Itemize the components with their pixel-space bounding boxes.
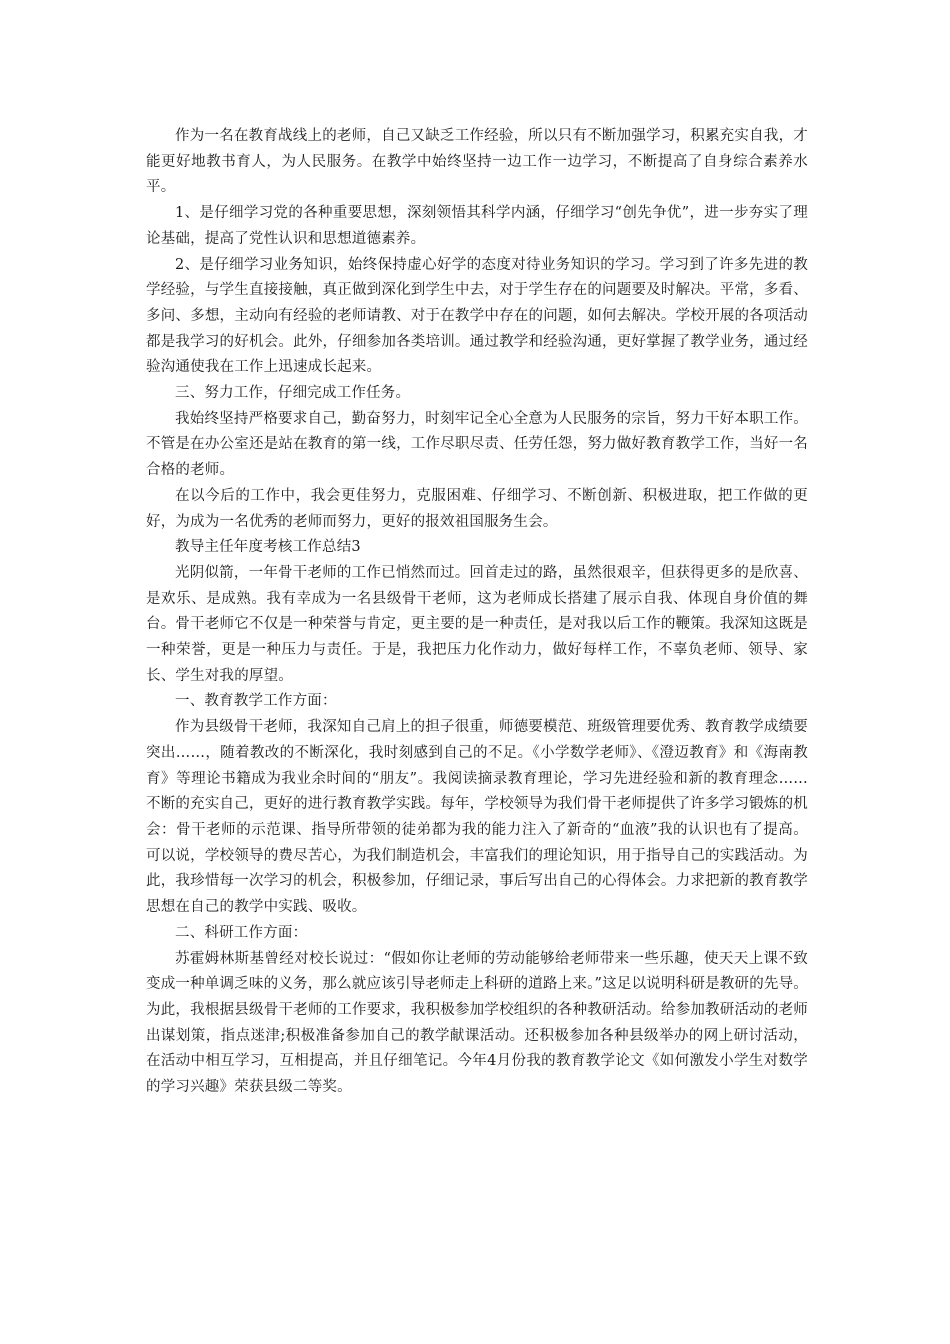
teaching-section-paragraph: 作为县级骨干老师，我深知自己肩上的担子很重，师德要模范、班级管理要优秀、教育教学成绩要突出……，随着教改的不断深化，我时刻感到自己的不足。《小学数学老师》、《澄迈教育》和《海南教育》等理论书籍成为我业余时间的“朋友”。我阅读摘录教育理论，学习先进经验和新的教育理念……不断的充实自己，更好的进行教育教学实践。每年，学校领导为我们骨干老师提供了许多学习锻炼的机会：骨干老师的示范课、指导所带领的徒弟都为我的能力注入了新奇的“血液”我的认识也有了提高。可以说，学校领导的费尽苦心，为我们制造机会，丰富我们的理论知识，用于指导自己的实践活动。为此，我珍惜每一次学习的机会，积极参加，仔细记录，事后写出自己的心得体会。力求把新的教育教学思想在自己的教学中实践、吸收。	[146, 719, 808, 916]
intro-paragraph: 作为一名在教育战线上的老师，自己又缺乏工作经验，所以只有不断加强学习，积累充实自我，才能更好地教书育人，为人民服务。在教学中始终坚持一边工作一边学习，不断提高了自身综合素养水平。	[146, 128, 808, 196]
research-section-heading: 二、科研工作方面：	[175, 924, 308, 941]
document-page	[146, 124, 808, 1101]
section-3-heading: 三、努力工作，仔细完成工作任务。	[175, 385, 411, 402]
item-2-paragraph: 2、是仔细学习业务知识，始终保持虚心好学的态度对待业务知识的学习。学习到了许多先进的教学经验，与学生直接接触，真正做到深化到学生中去，对于学生存在的问题要及时解决。平常，多看、多问、多想，主动向有经验的老师请教、对于在教学中存在的问题，如何去解决。学校开展的各项活动都是我学习的好机会。此外，仔细参加各类培训。通过教学和经验沟通，更好掌握了教学业务，通过经验沟通使我在工作上迅速成长起来。	[146, 256, 808, 376]
item-1-paragraph: 1、是仔细学习党的各种重要思想，深刻领悟其科学内涵，仔细学习“创先争优”，进一步夯实了理论基础，提高了党性认识和思想道德素养。	[146, 205, 808, 247]
section-3-paragraph: 我始终坚持严格要求自己，勤奋努力，时刻牢记全心全意为人民服务的宗旨，努力干好本职工作。不管是在办公室还是站在教育的第一线，工作尽职尽责、任劳任怨，努力做好教育教学工作，当好一名合格的老师。	[146, 410, 808, 479]
document-title: 教导主任年度考核工作总结3	[175, 539, 361, 556]
teaching-section-heading: 一、教育教学工作方面：	[175, 693, 337, 710]
research-section-paragraph: 苏霍姆林斯基曾经对校长说过：“假如你让老师的劳动能够给老师带来一些乐趣，使天天上课不致变成一种单调乏味的义务，那么就应该引导老师走上科研的道路上来。”这足以说明科研是教研的先导。为此，我根据县级骨干老师的工作要求，我积极参加学校组织的各种教研活动。给参加教研活动的老师出谋划策，指点迷津;积极准备参加自己的教学献课活动。还积极参加各种县级举办的网上研讨活动，在活动中相互学习，互相提高，并且仔细笔记。今年4月份我的教育教学论文《如何激发小学生对数学的学习兴趣》荣获县级二等奖。	[146, 950, 808, 1096]
summary-intro-paragraph: 光阴似箭，一年骨干老师的工作已悄然而过。回首走过的路，虽然很艰辛，但获得更多的是欣喜、是欢乐、是成熟。我有幸成为一名县级骨干老师，这为老师成长搭建了展示自我、体现自身价值的舞台。骨干老师它不仅是一种荣誉与肯定，更主要的是一种责任，是对我以后工作的鞭策。我深知这既是一种荣誉，更是一种压力与责任。于是，我把压力化作动力，做好每样工作，不辜负老师、领导、家长、学生对我的厚望。	[146, 564, 808, 684]
future-work-paragraph: 在以今后的工作中，我会更佳努力，克服困难、仔细学习、不断创新、积极进取，把工作做的更好，为成为一名优秀的老师而努力，更好的报效祖国服务生会。	[146, 487, 808, 530]
